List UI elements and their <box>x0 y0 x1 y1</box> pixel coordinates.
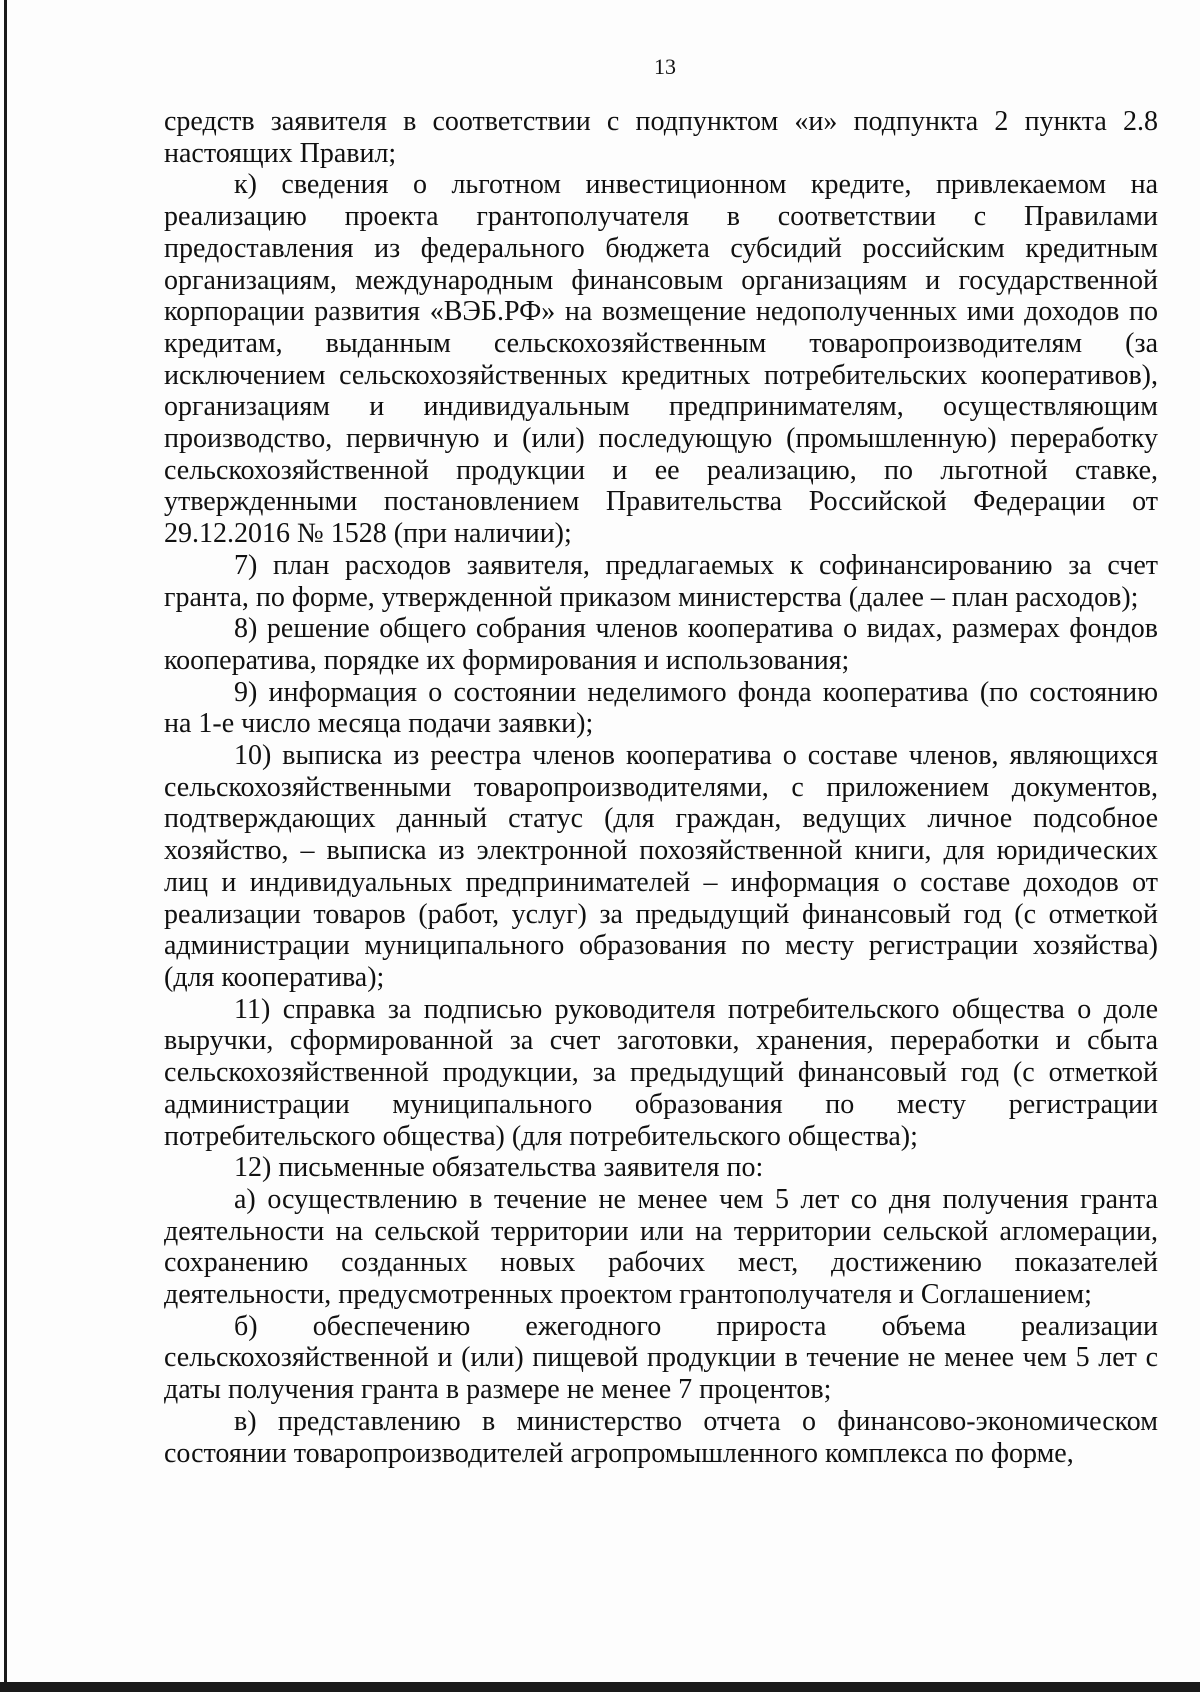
paragraph-item-8: 8) решение общего собрания членов кооператива о видах, размерах фондов кооператива, порядке их формирования и использования; <box>164 613 1158 676</box>
scan-bottom-edge <box>0 1682 1200 1692</box>
paragraph-subitem-b: б) обеспечению ежегодного прироста объема реализации сельскохозяйственной и (или) пищевой продукции в течение не менее чем 5 лет с даты получения гранта в размере не менее 7 процентов; <box>164 1310 1158 1406</box>
paragraph-subitem-a: а) осуществлению в течение не менее чем 5 лет со дня получения гранта деятельности на сельской территории или на территории сельской агломерации, сохранению созданных новых рабочих мест, достижению показателей деятельности, предусмотренных проектом грантополучателя и Соглашением; <box>164 1183 1158 1311</box>
paragraph-item-10: 10) выписка из реестра членов кооператива о составе членов, являющихся сельскохозяйственными товаропроизводителями, с приложением документов, подтверждающих данный статус (для граждан, ведущих личное подсобное хозяйство, – выписка из электронной похозяйственной книги, для юридических лиц и индивидуальных предпринимателей – информация о составе доходов от реализации товаров (работ, услуг) за предыдущий финансовый год (с отметкой администрации муниципального образования по месту регистрации хозяйства) (для кооператива); <box>164 740 1158 993</box>
paragraph-item-11: 11) справка за подписью руководителя потребительского общества о доле выручки, сформированной за счет заготовки, хранения, переработки и сбыта сельскохозяйственной продукции, за предыдущий финансовый год (с отметкой администрации муниципального образования по месту регистрации потребительского общества) (для потребительского общества); <box>164 993 1158 1152</box>
paragraph-continuation: средств заявителя в соответствии с подпунктом «и» подпункта 2 пункта 2.8 настоящих Правил; <box>164 106 1158 169</box>
paragraph-item-7: 7) план расходов заявителя, предлагаемых к софинансированию за счет гранта, по форме, утвержденной приказом министерства (далее – план расходов); <box>164 549 1158 613</box>
paragraph-subitem-v: в) представлению в министерство отчета о финансово-экономическом состоянии товаропроизводителей агропромышленного комплекса по форме, <box>164 1405 1158 1469</box>
paragraph-item-k: к) сведения о льготном инвестиционном кредите, привлекаемом на реализацию проекта грантополучателя в соответствии с Правилами предоставления из федерального бюджета субсидий российским кредитным организациям, международным финансовым организациям и государственной корпорации развития «ВЭБ.РФ» на возмещение недополученных ими доходов по кредитам, выданным сельскохозяйственным товаропроизводителям (за исключением сельскохозяйственных кредитных потребительских кооперативов), организациям и индивидуальным предпринимателям, осуществляющим производство, первичную и (или) последующую (промышленную) переработку сельскохозяйственной продукции и ее реализацию, по льготной ставке, утвержденными постановлением Правительства Российской Федерации от 29.12.2016 № 1528 (при наличии); <box>164 169 1158 550</box>
scan-left-edge <box>4 0 7 1692</box>
paragraph-item-12: 12) письменные обязательства заявителя по: <box>234 1152 764 1184</box>
document-body <box>164 106 1158 1469</box>
page-number: 13 <box>654 54 676 79</box>
paragraph-item-9: 9) информация о состоянии неделимого фонда кооператива (по состоянию на 1-е число месяца подачи заявки); <box>164 676 1158 740</box>
